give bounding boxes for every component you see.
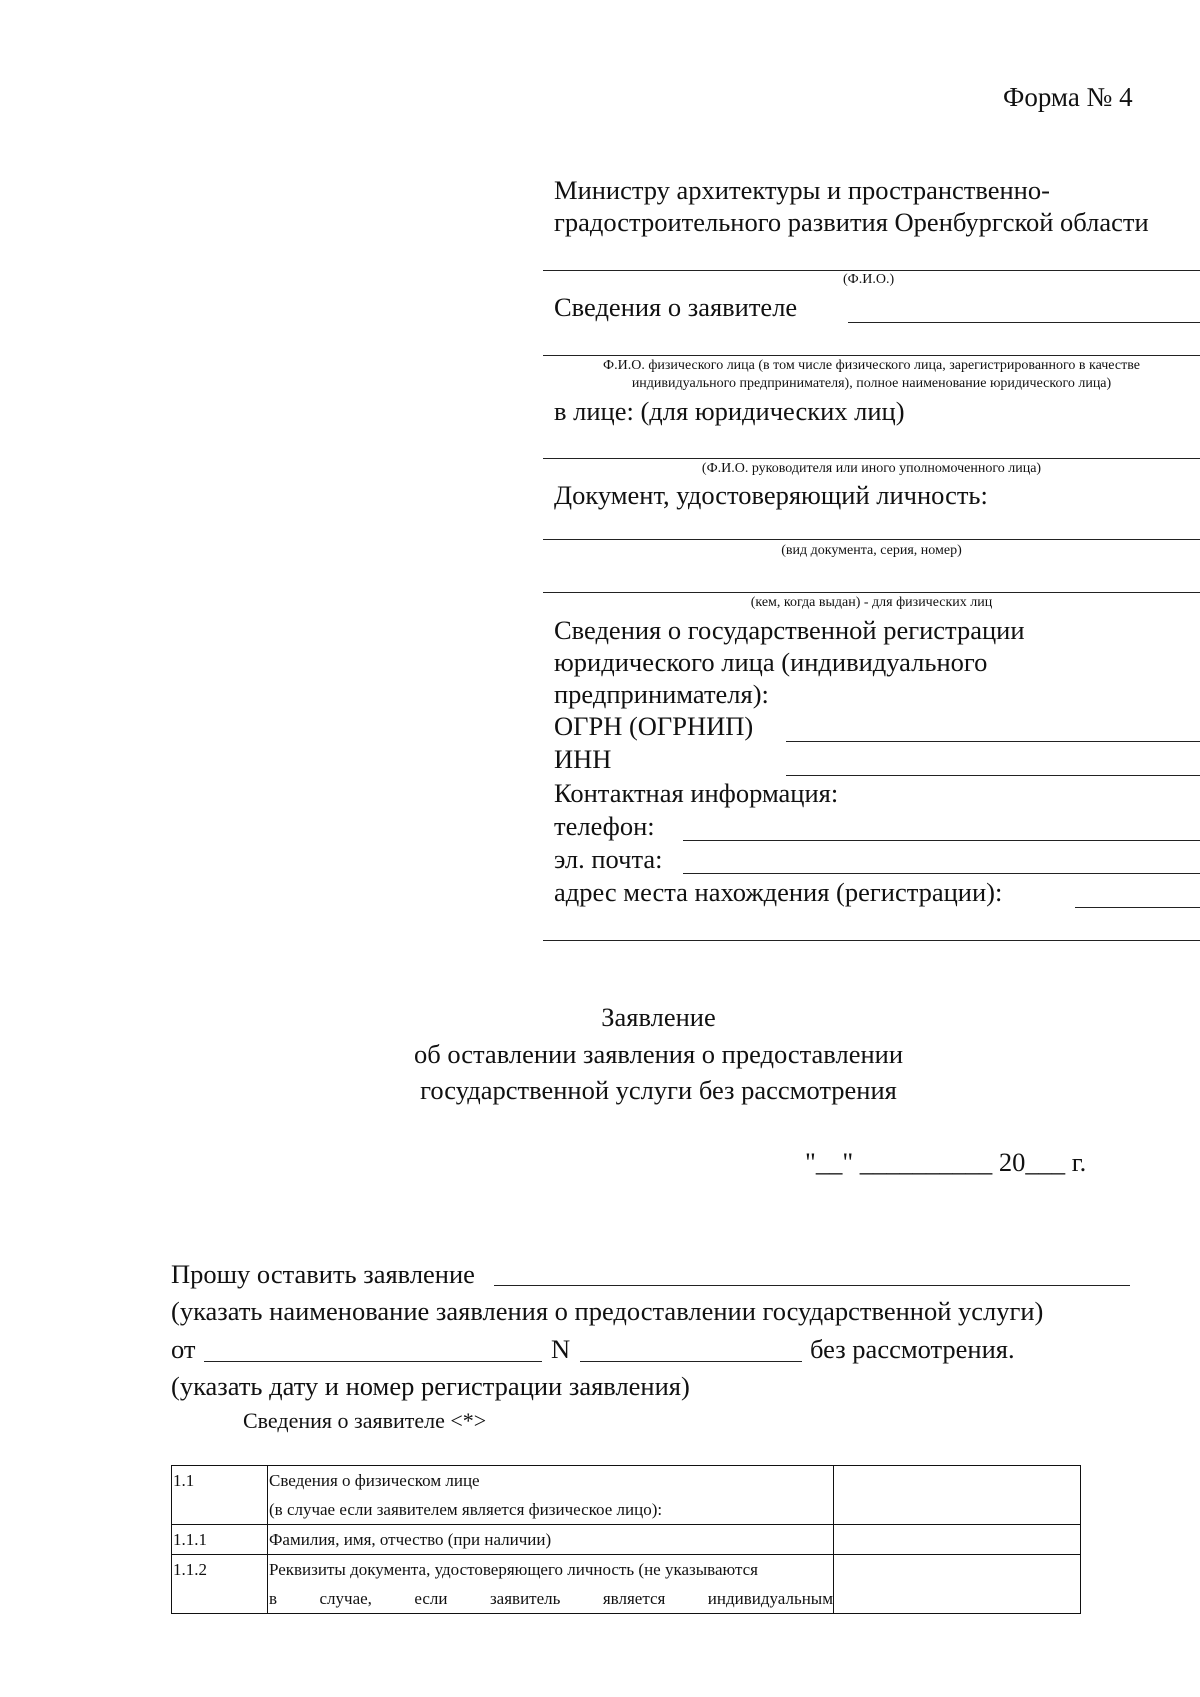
contacts-heading: Контактная информация: xyxy=(554,778,839,808)
date-number-hint: (указать дату и номер регистрации заявления) xyxy=(171,1371,690,1401)
inn-field[interactable] xyxy=(786,775,1200,776)
id-document-field[interactable] xyxy=(543,539,1200,540)
row-number: 1.1.2 xyxy=(172,1555,268,1614)
representative-label: в лице: (для юридических лиц) xyxy=(554,396,905,426)
address-label: адрес места нахождения (регистрации): xyxy=(554,877,1003,907)
registration-line-3: предпринимателя): xyxy=(554,679,769,709)
applicant-hint-1: Ф.И.О. физического лица (в том числе физического лица, зарегистрированного в качестве xyxy=(603,358,1140,373)
ogrn-field[interactable] xyxy=(786,741,1200,742)
row-description xyxy=(268,1466,834,1525)
inn-label: ИНН xyxy=(554,744,612,774)
issued-field[interactable] xyxy=(543,592,1200,593)
application-name-field[interactable] xyxy=(494,1285,1130,1286)
row-description xyxy=(268,1555,834,1614)
id-document-label: Документ, удостоверяющий личность: xyxy=(554,480,988,510)
from-label: от xyxy=(171,1334,196,1364)
applicant-hint-2: индивидуального предпринимателя), полное наименование юридического лица) xyxy=(631,376,1112,391)
email-field[interactable] xyxy=(683,873,1200,874)
without-review-text: без рассмотрения. xyxy=(810,1334,1015,1364)
representative-hint: (Ф.И.О. руководителя или иного уполномоченного лица) xyxy=(701,461,1042,476)
row-description: Фамилия, имя, отчество (при наличии) xyxy=(268,1525,834,1555)
form-number: Форма № 4 xyxy=(1003,82,1133,112)
number-label: N xyxy=(551,1334,571,1364)
id-document-hint: (вид документа, серия, номер) xyxy=(781,543,962,558)
applicant-line-2[interactable] xyxy=(543,355,1200,356)
row-value-cell[interactable] xyxy=(834,1525,1081,1555)
request-hint: (указать наименование заявления о предоставлении государственной услуги) xyxy=(171,1296,1044,1326)
application-number-field[interactable] xyxy=(580,1361,802,1362)
applicant-info-table xyxy=(171,1465,1081,1614)
table-row xyxy=(172,1525,1081,1555)
fio-hint: (Ф.И.О.) xyxy=(843,272,895,287)
title-line-3: государственной услуги без рассмотрения xyxy=(420,1075,897,1105)
date-line: "__" __________ 20___ г. xyxy=(805,1147,1087,1177)
phone-label: телефон: xyxy=(554,811,655,841)
row-number: 1.1.1 xyxy=(172,1525,268,1555)
row-text-line: (в случае если заявителем является физическое лицо): xyxy=(269,1500,663,1519)
registration-line-2: юридического лица (индивидуального xyxy=(554,647,988,677)
addressee-line-1: Министру архитектуры и пространственно- xyxy=(554,175,1050,205)
row-text-line: Реквизиты документа, удостоверяющего личность (не указываются xyxy=(269,1560,758,1579)
ogrn-label: ОГРН (ОГРНИП) xyxy=(554,711,754,741)
row-text-line: Сведения о физическом лице xyxy=(269,1471,480,1490)
title-line-2: об оставлении заявления о предоставлении xyxy=(414,1039,903,1069)
row-text-line: в случае, если заявитель является индивидуальным xyxy=(269,1589,833,1608)
title-line-1: Заявление xyxy=(601,1002,716,1032)
address-field-line-2[interactable] xyxy=(543,940,1200,941)
request-line: Прошу оставить заявление xyxy=(171,1259,475,1289)
row-number: 1.1 xyxy=(172,1466,268,1525)
application-date-field[interactable] xyxy=(204,1361,542,1362)
phone-field[interactable] xyxy=(683,840,1200,841)
row-value-cell[interactable] xyxy=(834,1555,1081,1614)
email-label: эл. почта: xyxy=(554,844,663,874)
address-field[interactable] xyxy=(1075,907,1200,908)
addressee-line-2: градостроительного развития Оренбургской области xyxy=(554,207,1149,237)
table-row xyxy=(172,1466,1081,1525)
issued-hint: (кем, когда выдан) - для физических лиц xyxy=(750,595,993,610)
representative-field[interactable] xyxy=(543,458,1200,459)
applicant-label: Сведения о заявителе xyxy=(554,292,798,322)
applicant-field[interactable] xyxy=(848,322,1200,323)
registration-line-1: Сведения о государственной регистрации xyxy=(554,615,1025,645)
applicant-info-heading: Сведения о заявителе <*> xyxy=(243,1408,487,1433)
row-value-cell[interactable] xyxy=(834,1466,1081,1525)
table-row xyxy=(172,1555,1081,1614)
